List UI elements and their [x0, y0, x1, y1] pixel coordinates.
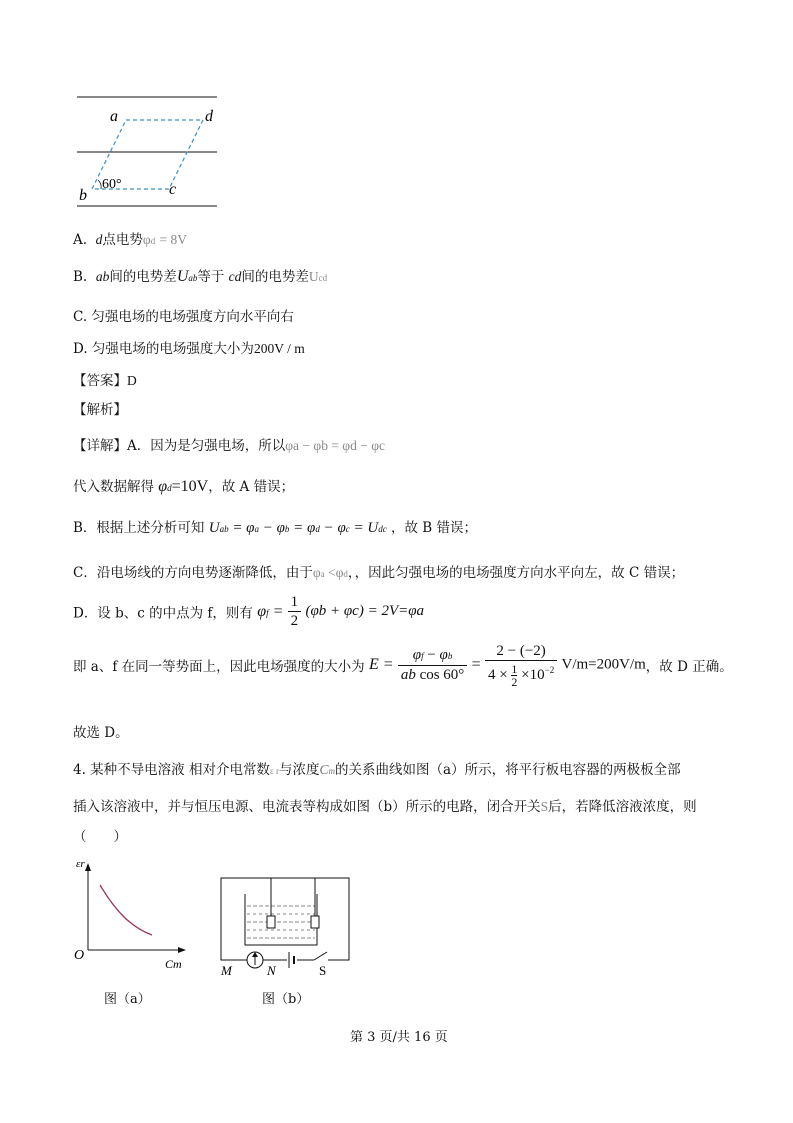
detail-line-6: 即 a、f 在同一等势面上，因此电场强度的大小为 E = $\frac{\varphi f - \varphi b}{\text{ab cos 60°}}$ = 2 − (−2) 4 × $\frac{1}{2}$ $\times 10^{-2}$ V/m=200V/m，故 D 正确。: [73, 643, 733, 690]
field-fraction-2: 2 − (−2) 4 × $\frac{1}{2}$ $\times 10^{-2}$: [485, 642, 557, 688]
label-M: M: [221, 963, 232, 978]
figure-b-circuit: [215, 870, 360, 980]
detail-line-5: D．设 b、c 的中点为 f，则有 φf = $\frac{1}{2}$ (φb + φc) = 2V=φa: [73, 594, 425, 629]
parallelogram-figure: [70, 90, 230, 215]
analysis-label: 【解析】: [73, 402, 127, 418]
point-b-label: b: [79, 187, 87, 204]
axis-label-epsilon: εr: [76, 858, 85, 870]
detail-line-7: 故选 D。: [73, 725, 129, 741]
b-equation: Uab = φa − φb = φd − φc = Udc: [208, 520, 387, 536]
figure-b-caption: 图（b）: [262, 992, 310, 1007]
phi-comparison: φa <φd: [312, 565, 348, 580]
capacitor-plate-right: [311, 916, 319, 928]
origin-label: O: [74, 948, 85, 963]
angle-arc: [98, 180, 101, 189]
label-S: S: [319, 963, 327, 978]
axis-label-cm: Cm: [165, 957, 182, 971]
page-footer: 第 3 页/共 16 页: [350, 1030, 448, 1045]
angle-label: 60°: [102, 177, 122, 192]
detail-line-1: 【详解】A．因为是匀强电场，所以φa − φb = φd − φc: [73, 438, 385, 454]
detail-line-3: B．根据上述分析可知 Uab = φa − φb = φd − φc = Udc ，故 B 错误；: [73, 520, 478, 536]
label-N: N: [267, 963, 276, 978]
detail-line-4: C．沿电场线的方向电势逐渐降低，由于φa <φd，，因此匀强电场的电场强度方向水平向左，故 C 错误；: [73, 565, 685, 581]
answer-line: 【答案】D: [73, 373, 137, 389]
capacitor-plate-left: [267, 916, 275, 928]
question4-line-3: （ ）: [73, 829, 127, 845]
point-d-label: d: [205, 108, 213, 125]
field-fraction-1: $\frac{\varphi f - \varphi b}{\text{ab cos 60°}}$: [398, 646, 468, 684]
point-c-label: c: [169, 181, 177, 198]
option-b: B. ab间的电势差Uab等于 cd间的电势差Ucd: [73, 268, 328, 285]
epsilon-curve: [100, 885, 152, 935]
option-c: C. 匀强电场的电场强度方向水平向右: [73, 309, 294, 325]
point-a-label: a: [110, 108, 118, 125]
question4-line-1: 4. 某种不导电溶液 相对介电常数ε r与浓度Cm的关系曲线如图（a）所示，将平行板电容器的两极板全部: [73, 762, 681, 778]
option-a: A. d点电势φd = 8V: [73, 232, 187, 248]
question4-line-2: 插入该溶液中，并与恒压电源、电流表等构成如图（b）所示的电路，闭合开关S后，若降低溶液浓度，则: [73, 799, 697, 815]
option-d: D. 匀强电场的电场强度大小为200V / m: [73, 341, 305, 357]
figure-a-graph: [70, 855, 195, 975]
half-fraction: $\frac{1}{2}$: [288, 593, 302, 630]
figure-a-caption: 图（a）: [104, 992, 151, 1007]
detail-line-2: 代入数据解得 φd=10V，故 A 错误；: [73, 478, 295, 495]
